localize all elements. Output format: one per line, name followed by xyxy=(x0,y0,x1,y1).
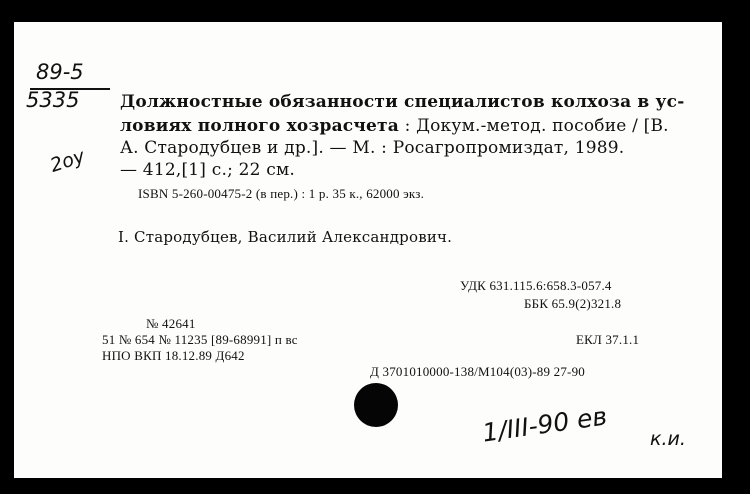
d-code: Д 3701010000-138/М104(03)-89 27-90 xyxy=(370,364,585,379)
handwritten-initials: к.и. xyxy=(650,428,686,450)
isbn-line: ISBN 5-260-00475-2 (в пер.) : 1 р. 35 к., 62000 экз. xyxy=(138,186,425,201)
punch-hole xyxy=(354,383,398,427)
udk-code: УДК 631.115.6:658.3-057.4 xyxy=(460,278,612,293)
call-number-bottom: 5335 xyxy=(26,88,80,112)
record-number: № 42641 xyxy=(146,316,196,331)
npo-line: НПО ВКП 18.12.89 Д642 xyxy=(102,348,245,363)
catalog-card xyxy=(14,22,722,478)
ekl-code: ЕКЛ 37.1.1 xyxy=(576,332,640,347)
title-continued: ловиях полного хозрасчета xyxy=(120,116,399,136)
call-number-top: 89-5 xyxy=(36,60,84,84)
handwritten-date: 1/III-90 ев xyxy=(480,401,609,448)
title: Должностные обязанности специалистов колхоза в ус- xyxy=(120,92,685,112)
title-line-2 xyxy=(120,116,669,136)
title-line-1 xyxy=(120,92,684,112)
bbk-code: ББК 65.9(2)321.8 xyxy=(524,296,622,311)
margin-note: 2оу xyxy=(47,145,88,177)
added-entry: I. Стародубцев, Василий Александрович. xyxy=(118,228,453,246)
collation-line: — 412,[1] с.; 22 см. xyxy=(120,160,295,180)
registry-line: 51 № 654 № 11235 [89-68991] п вс xyxy=(102,332,298,347)
title-rest: : Докум.-метод. пособие / [В. xyxy=(398,116,669,136)
title-line-3: А. Стародубцев и др.]. — М. : Росагропромиздат, 1989. xyxy=(120,138,625,158)
